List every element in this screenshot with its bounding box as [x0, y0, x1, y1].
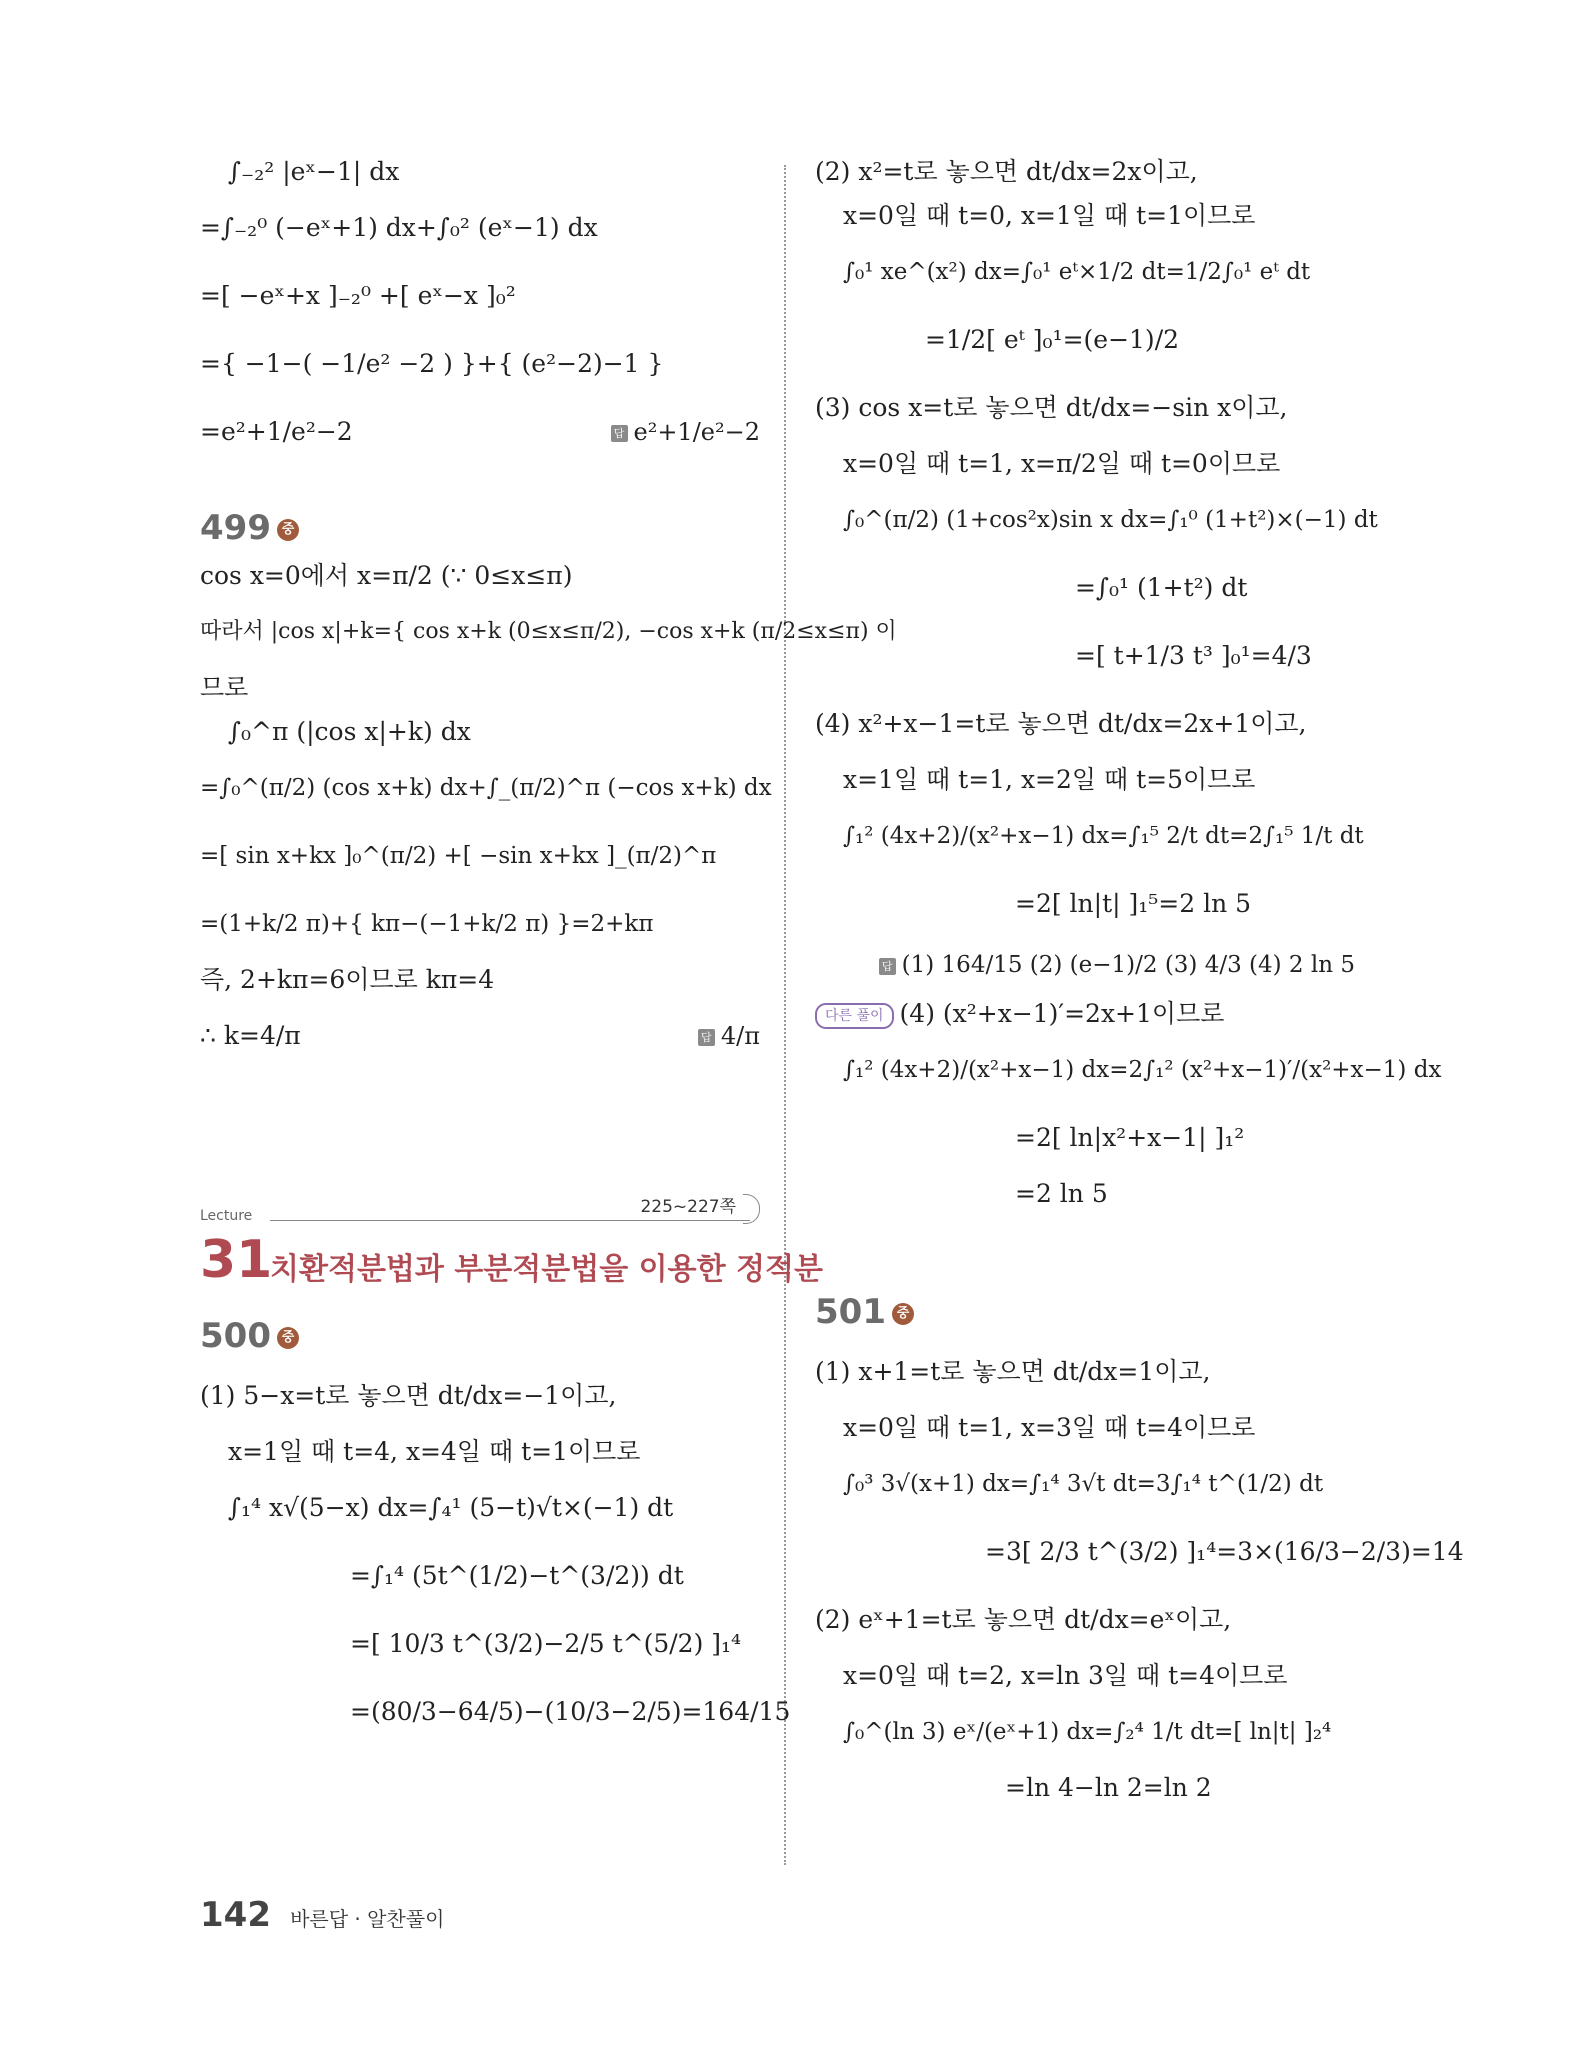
math-line: x=0일 때 t=2, x=ln 3일 때 t=4이므로: [843, 1661, 1288, 1690]
math-line: cos x=0에서 x=π/2 (∵ 0≤x≤π): [200, 561, 573, 590]
math-line: ∫₀¹ xe^(x²) dx=∫₀¹ eᵗ×1/2 dt=1/2∫₀¹ eᵗ dt: [843, 259, 1311, 285]
math-line: [200, 1002, 760, 1070]
math-line: =2 ln 5: [1015, 1179, 1108, 1208]
math-line: =ln 4−ln 2=ln 2: [1005, 1773, 1212, 1802]
math-text: (4) (x²+x−1)′=2x+1이므로: [899, 999, 1225, 1028]
math-line: [815, 992, 1375, 1036]
math-line: ∫₁² (4x+2)/(x²+x−1) dx=2∫₁² (x²+x−1)′/(x²+x−1) dx: [843, 1057, 1442, 1083]
math-line: =[ t+1/3 t³ ]₀¹=4/3: [1075, 641, 1312, 670]
math-line: ∫₀^(ln 3) eˣ/(eˣ+1) dx=∫₂⁴ 1/t dt=[ ln|t| ]₂⁴: [843, 1719, 1332, 1745]
answer-mark-icon: 답: [698, 1029, 715, 1046]
difficulty-badge: 중: [892, 1303, 914, 1325]
book-title: 바른답 · 알찬풀이: [290, 1907, 445, 1931]
column-divider: [784, 165, 786, 1865]
page-number: 142: [200, 1895, 271, 1935]
math-line: ={ −1−( −1/e² −2 ) }+{ (e²−2)−1 }: [200, 349, 664, 378]
math-line: =3[ 2/3 t^(3/2) ]₁⁴=3×(16/3−2/3)=14: [985, 1537, 1464, 1566]
math-line: =∫₀¹ (1+t²) dt: [1075, 573, 1248, 602]
problem-number: 499 중: [200, 502, 760, 554]
math-line: =1/2[ eᵗ ]₀¹=(e−1)/2: [925, 325, 1180, 354]
difficulty-badge: 중: [277, 1327, 299, 1349]
answer-text: e²+1/e²−2: [633, 418, 760, 446]
math-line: ∫₀³ 3√(x+1) dx=∫₁⁴ 3√t dt=3∫₁⁴ t^(1/2) dt: [843, 1471, 1324, 1497]
math-line: ∫₋₂² |eˣ−1| dx: [228, 157, 400, 186]
lecture-tag: Lecture: [200, 1208, 253, 1224]
math-line: ∫₀^π (|cos x|+k) dx: [228, 717, 471, 746]
problem-number: 501 중: [815, 1286, 1375, 1338]
math-line: =2[ ln|x²+x−1| ]₁²: [1015, 1123, 1245, 1152]
math-line: =(1+k/2 π)+{ kπ−(−1+k/2 π) }=2+kπ: [200, 911, 654, 937]
answer: [611, 398, 761, 466]
math-line: [200, 398, 760, 466]
math-line: (3) cos x=t로 놓으면 dt/dx=−sin x이고,: [815, 393, 1288, 422]
answer-row: [815, 938, 1375, 992]
answer: [698, 1002, 760, 1070]
math-line: x=0일 때 t=1, x=π/2일 때 t=0이므로: [843, 449, 1281, 478]
math-line: (2) eˣ+1=t로 놓으면 dt/dx=eˣ이고,: [815, 1605, 1232, 1634]
lecture-title: 치환적분법과 부분적분법을 이용한 정적분: [270, 1252, 823, 1287]
answer-mark-icon: 답: [879, 958, 896, 975]
lecture-rule: [270, 1220, 750, 1221]
math-line: ∫₁⁴ x√(5−x) dx=∫₄¹ (5−t)√t×(−1) dt: [228, 1493, 674, 1522]
math-line: ∫₀^(π/2) (1+cos²x)sin x dx=∫₁⁰ (1+t²)×(−1) dt: [843, 507, 1378, 533]
math-line: =2[ ln|t| ]₁⁵=2 ln 5: [1015, 889, 1252, 918]
math-line: (1) 5−x=t로 놓으면 dt/dx=−1이고,: [200, 1381, 617, 1410]
problem-number: 500 중: [200, 1310, 760, 1362]
math-line: =[ sin x+kx ]₀^(π/2) +[ −sin x+kx ]_(π/2)^π: [200, 843, 717, 869]
lecture-number: 31: [200, 1230, 273, 1290]
alt-solution-badge: 다른 풀이: [815, 1003, 894, 1029]
math-line: x=0일 때 t=0, x=1일 때 t=1이므로: [843, 201, 1256, 230]
math-text: =e²+1/e²−2: [200, 417, 353, 446]
lecture-header: [200, 1190, 823, 1300]
answer-text: 4/π: [720, 1022, 760, 1050]
difficulty-badge: 중: [277, 519, 299, 541]
math-text: ∴ k=4/π: [200, 1021, 301, 1050]
math-line: 므로: [200, 673, 249, 702]
lecture-curve: [743, 1194, 760, 1224]
math-line: =[ −eˣ+x ]₋₂⁰ +[ eˣ−x ]₀²: [200, 281, 516, 310]
math-line: ∫₁² (4x+2)/(x²+x−1) dx=∫₁⁵ 2/t dt=2∫₁⁵ 1/t dt: [843, 823, 1364, 849]
math-line: =∫₀^(π/2) (cos x+k) dx+∫_(π/2)^π (−cos x+k) dx: [200, 775, 772, 801]
math-line: x=1일 때 t=4, x=4일 때 t=1이므로: [228, 1437, 641, 1466]
math-line: (4) x²+x−1=t로 놓으면 dt/dx=2x+1이고,: [815, 709, 1307, 738]
lecture-pages: 225~227쪽: [640, 1197, 736, 1217]
math-line: 즉, 2+kπ=6이므로 kπ=4: [200, 965, 495, 994]
right-column: [815, 150, 1464, 1810]
math-line: (2) x²=t로 놓으면 dt/dx=2x이고,: [815, 157, 1198, 186]
math-line: 따라서 |cos x|+k={ cos x+k (0≤x≤π/2), −cos x+k (π/2≤x≤π) 이: [200, 619, 897, 644]
math-line: =∫₋₂⁰ (−eˣ+1) dx+∫₀² (eˣ−1) dx: [200, 213, 598, 242]
math-line: (1) x+1=t로 놓으면 dt/dx=1이고,: [815, 1357, 1211, 1386]
math-line: x=1일 때 t=1, x=2일 때 t=5이므로: [843, 765, 1256, 794]
math-line: =[ 10/3 t^(3/2)−2/5 t^(5/2) ]₁⁴: [350, 1629, 742, 1658]
answer-text: (1) 164/15 (2) (e−1)/2 (3) 4/3 (4) 2 ln 5: [901, 952, 1355, 978]
math-line: x=0일 때 t=1, x=3일 때 t=4이므로: [843, 1413, 1256, 1442]
page-footer: [200, 1895, 444, 1935]
math-line: =∫₁⁴ (5t^(1/2)−t^(3/2)) dt: [350, 1561, 684, 1590]
answer-mark-icon: 답: [611, 425, 628, 442]
math-line: =(80/3−64/5)−(10/3−2/5)=164/15: [350, 1697, 791, 1726]
